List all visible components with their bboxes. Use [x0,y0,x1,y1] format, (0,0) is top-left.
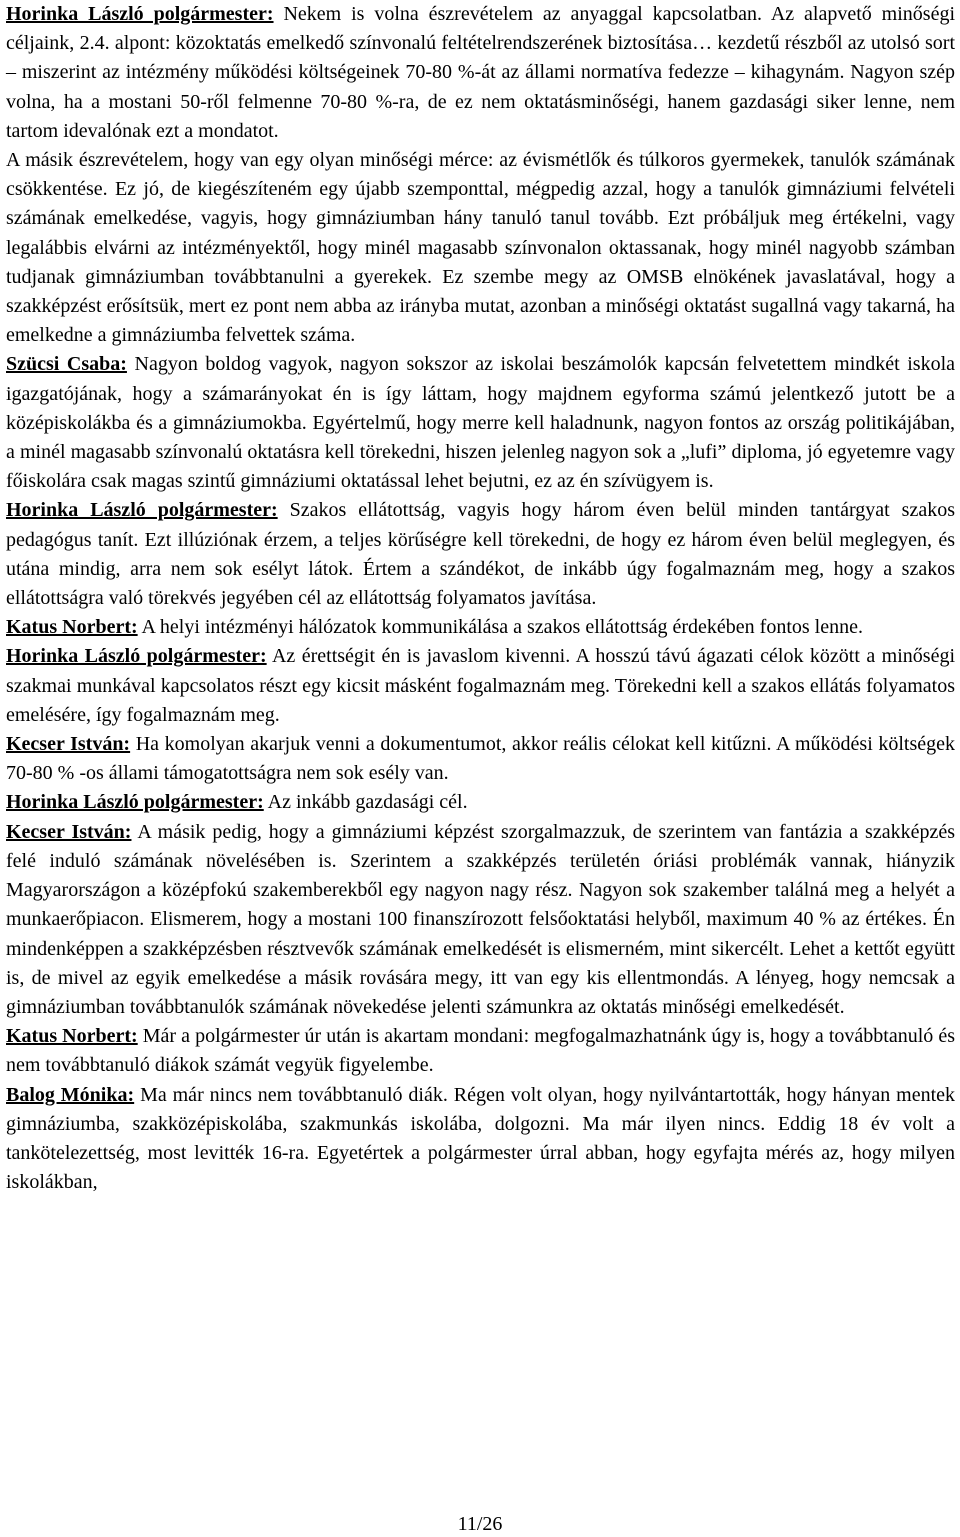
paragraph-text: Ha komolyan akarjuk venni a dokumentumot, akkor reális célokat kell kitűzni. A működési költségek 70-80 % -os állami támogatottságra nem sok esély van. [6,733,956,785]
speaker-name: Kecser István: [6,733,131,756]
paragraph-text: Nekem is volna észrevételem az anyaggal kapcsolatban. Az alapvető minőségi céljaink, 2.4. alpont: közoktatás emelkedő színvonalú feltételrendszerének biztosítása… kezdetű részből az utolsó sort – miszerint az intézmény működési költségeinek 70-80 %-át az állami normatíva fedezze – kihagynám. Nagyon szép volna, ha a mostani 50-ről felmenne 70-80 %-ra, de ez nem oktatásminőségi, hanem gazdasági siker lenne, nem tartom idevalónak ezt a mondatot. [6,3,956,142]
speaker-name: Katus Norbert: [6,616,138,639]
paragraph-5 [6,613,955,642]
paragraph-text: Nagyon boldog vagyok, nagyon sokszor az iskolai beszámolók kapcsán felvetettem mindkét iskola igazgatójának, hogy a számarányokat én is így láttam, hogy majdnem egyforma számú jelentkező jutott be a középiskolákba és a gimnáziumokba. Egyértelmű, hogy merre kell haladnunk, nagyon fontos az ország politikájában, a minél magasabb színvonalú oktatásra kell törekedni, hiszen jelenleg nagyon sok a „lufi” diploma, jó egyetemre vagy főiskolára csak magas szintű gimnáziumi oktatással lehet bejutni, ez az én szívügyem is. [6,353,956,493]
speaker-name: Katus Norbert: [6,1025,138,1048]
paragraph-9 [6,818,955,1022]
speaker-name: Horinka László polgármester: [6,791,264,814]
paragraph-2 [6,146,955,350]
paragraph-4 [6,496,955,613]
speaker-name: Horinka László polgármester: [6,499,278,522]
paragraph-text: Már a polgármester úr után is akartam mondani: megfogalmazhatnánk úgy is, hogy a továbbtanuló és nem továbbtanuló diákok számát vegyük figyelembe. [6,1025,956,1077]
document-body [6,0,955,1197]
paragraph-text: A másik pedig, hogy a gimnáziumi képzést szorgalmazzuk, de szerintem van fantázia a szakképzés felé induló számának növelésében is. Szerintem a szakképzés területén óriási problémák vannak, hiányzik Magyarországon a középfokú szakemberekből egy nagyon nagy rész. Nagyon sok szakember találná meg a helyét a munkaerőpiacon. Elismerem, hogy a mostani 100 finanszírozott felsőoktatási helyből, maximum 40 % az értékes. Én mindenképpen a szakképzésben résztvevők számának emelkedését is elismerném, mint sikercélt. Lehet a kettőt együtt is, de mivel az egyik emelkedése a másik rovására megy, itt van egy kis ellentmondás. A lényeg, hogy nemcsak a gimnáziumban továbbtanulók számának növekedése jelenti számunkra az oktatás minőségi emelkedését. [6,820,956,1018]
paragraph-10 [6,1022,955,1080]
paragraph-7 [6,730,955,788]
speaker-name: Szücsi Csaba: [6,353,127,376]
speaker-name: Kecser István: [6,820,132,843]
paragraph-8 [6,788,955,817]
paragraph-text: Szakos ellátottság, vagyis hogy három éven belül minden tantárgyat szakos pedagógus tanít. Ezt illúziónak érzem, a teljes körűségre kell törekedni, de hogy ez három éven belül meglegyen, és utána mindig, arra nem sok esélyt látok. Értem a szándékot, de inkább úgy fogalmaznám meg, hogy a szakos ellátottságra való törekvés jegyében cél az ellátottság folyamatos javítása. [6,499,955,610]
paragraph-1 [6,0,955,146]
speaker-name: Horinka László polgármester: [6,645,267,668]
page-number: 11/26 [457,1513,503,1535]
paragraph-6 [6,642,955,730]
paragraph-text: A helyi intézményi hálózatok kommunikálása a szakos ellátottság érdekében fontos lenne. [141,616,863,639]
paragraph-3 [6,350,955,496]
paragraph-text: Az érettségit én is javaslom kivenni. A hosszú távú ágazati célok között a minőségi szakmai munkával kapcsolatos részt egy kicsit másként fogalmaznám meg. Törekedni kell a szakos ellátás folyamatos emelésére, így fogalmaznám meg. [6,645,955,726]
speaker-name: Horinka László polgármester: [6,3,274,25]
paragraph-text: Az inkább gazdasági cél. [267,791,468,814]
paragraph-text: A másik észrevételem, hogy van egy olyan minőségi mérce: az évismétlők és túlkoros gyermekek, tanulók számának csökkentése. Ez jó, de kiegészíteném egy újabb szemponttal, mégpedig azzal, hogy a tanulók gimnáziumi felvételi számának emelkedése, vagyis, hogy gimnáziumban hány tanuló tanul tovább. Ezt próbáljuk meg értékelni, vagy legalábbis elvárni az intézményektől, hogy minél magasabb színvonalon oktassanak, hogy minél nagyobb számban tudjanak gimnáziumban továbbtanulni a gyerekek. Ez szembe megy az OMSB elnökének javaslatával, hogy a szakképzést erősítsük, mert ez pont nem abba az irányba mutat, azonban a minőségi oktatást sugallná vagy takarná, ha emelkedne a gimnáziumba felvettek száma. [6,149,955,347]
speaker-name: Balog Mónika: [6,1083,135,1106]
paragraph-11 [6,1081,955,1198]
paragraph-text: Ma már nincs nem továbbtanuló diák. Régen volt olyan, hogy nyilvántartották, hogy hányan mentek gimnáziumba, szakközépiskolába, szakmunkás iskolába, dolgozni. Ma már ilyen nincs. Eddig 18 év volt a tankötelezettség, most levitték 16-ra. Egyetértek a polgármester úrral abban, hogy egyfajta mérés az, hogy milyen iskolákban, [6,1083,955,1194]
